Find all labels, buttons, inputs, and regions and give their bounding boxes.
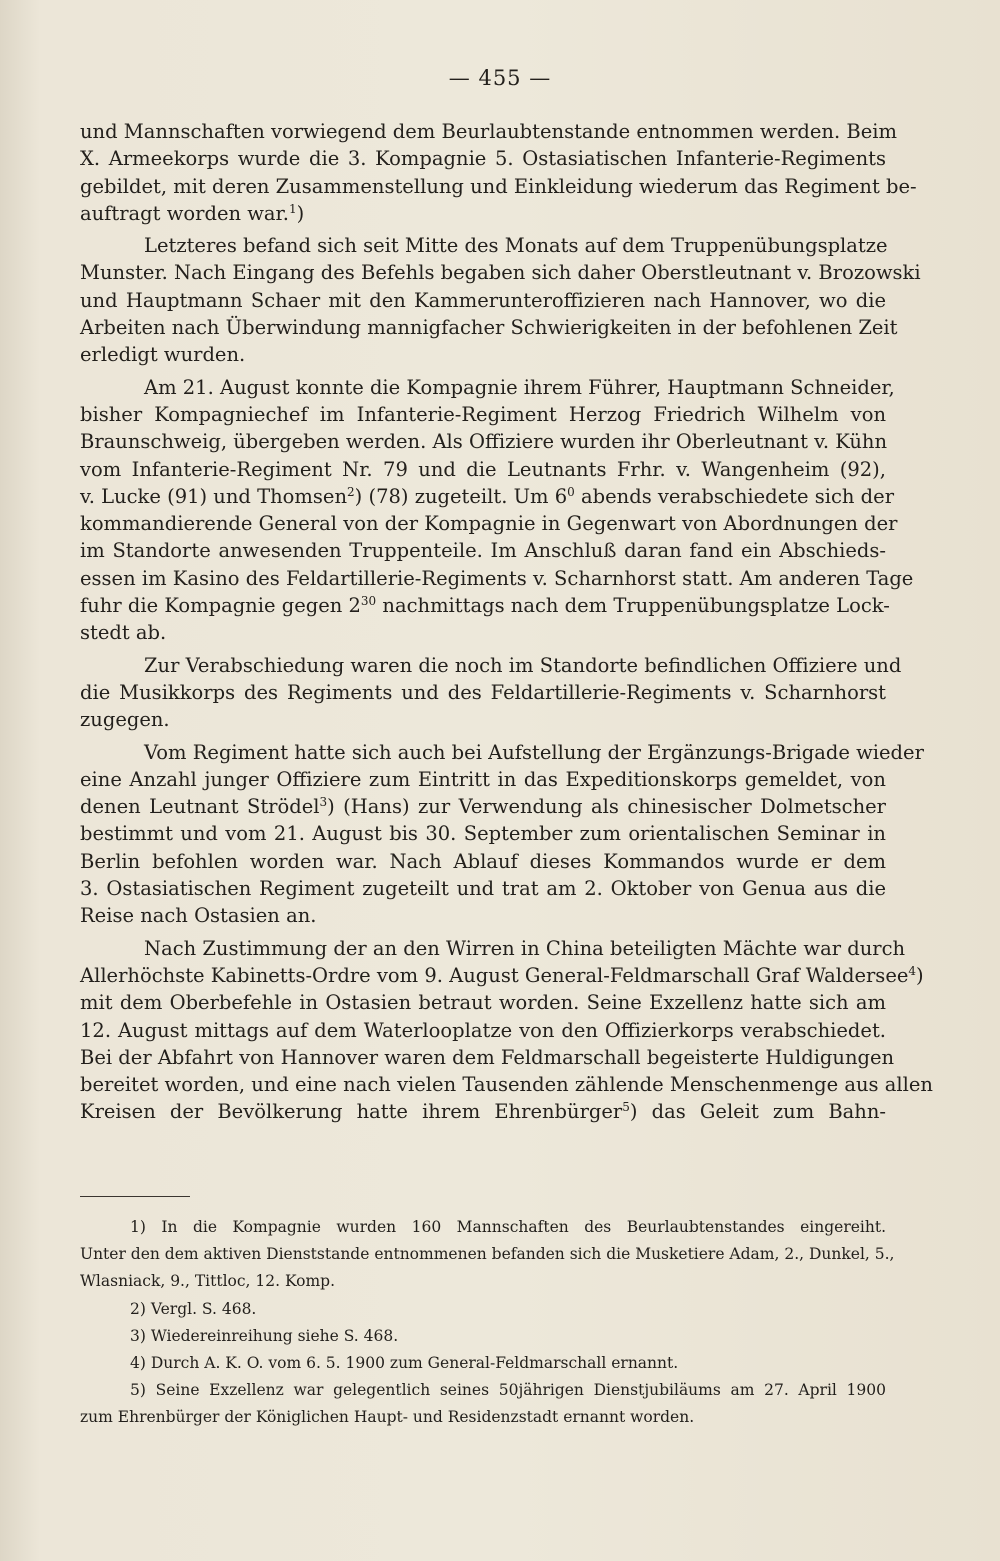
page-number: — 455 — — [448, 66, 552, 90]
footnote-divider — [80, 1196, 190, 1197]
line-text: v. Lucke (91) und Thomsen — [80, 484, 348, 508]
footnote-marker: 3 — [319, 795, 328, 810]
footnote-text: 4) Durch A. K. O. vom 6. 5. 1900 zum General-Feldmarschall ernannt. — [130, 1353, 679, 1372]
footnote-text: Unter den dem aktiven Dienststande entnommenen befanden sich die Musketiere Adam, 2., Dunkel, 5., — [80, 1245, 895, 1264]
line-text: und Hauptmann Schaer mit den Kammerunteroffizieren nach Hannover, wo die — [80, 288, 886, 312]
text-line — [80, 962, 924, 989]
line-text: bestimmt und vom 21. August bis 30. September zum orientalischen Seminar in — [80, 822, 886, 846]
text-line — [80, 374, 895, 401]
text-line — [80, 456, 886, 483]
text-line — [80, 875, 886, 902]
footnote-line — [80, 1323, 886, 1350]
line-text: 12. August mittags auf dem Waterlooplatze von den Offizierkorps verabschiedet. — [80, 1018, 886, 1042]
line-text: Berlin befohlen worden war. Nach Ablauf dieses Kommandos wurde er dem — [80, 849, 886, 873]
text-line — [80, 483, 895, 510]
line-text: Arbeiten nach Überwindung mannigfacher Schwierigkeiten in der befohlenen Zeit — [80, 316, 898, 340]
text-line — [80, 428, 886, 455]
text-line — [80, 118, 897, 145]
text-line — [80, 706, 886, 733]
text-line — [80, 1098, 886, 1125]
footnote-line — [80, 1350, 886, 1377]
line-text: im Standorte anwesenden Truppenteile. Im Anschluß daran fand ein Abschieds- — [80, 539, 886, 563]
text-line — [80, 401, 886, 428]
text-line — [80, 537, 886, 564]
line-text: Reise nach Ostasien an. — [80, 904, 317, 928]
line-text: ) — [916, 963, 924, 987]
text-line — [80, 619, 886, 646]
footnote-text: Wlasniack, 9., Tittloc, 12. Komp. — [80, 1272, 336, 1291]
text-line — [80, 820, 886, 847]
footnotes — [80, 1214, 895, 1432]
line-text: gebildet, mit deren Zusammenstellung und Einkleidung wiederum das Regiment be- — [80, 174, 917, 198]
text-line — [80, 287, 886, 314]
text-line — [80, 259, 921, 286]
footnote-marker: 30 — [360, 594, 377, 609]
line-text: Braunschweig, übergeben werden. Als Offiziere wurden ihr Oberleutnant v. Kühn — [80, 430, 888, 454]
body-text — [80, 118, 933, 1126]
line-text: essen im Kasino des Feldartillerie-Regiments v. Scharnhorst statt. Am anderen Tage — [80, 566, 914, 590]
line-text: erledigt wurden. — [80, 343, 246, 367]
text-line — [80, 173, 917, 200]
footnote-text: zum Ehrenbürger der Königlichen Haupt- und Residenzstadt ernannt worden. — [80, 1408, 695, 1427]
text-line — [80, 314, 898, 341]
line-text: Zur Verabschiedung waren die noch im Standorte befindlichen Offiziere und — [144, 653, 902, 677]
text-line — [80, 766, 886, 793]
line-text: 3. Ostasiatischen Regiment zugeteilt und trat am 2. Oktober von Genua aus die — [80, 877, 886, 901]
line-text: kommandierende General von der Kompagnie in Gegenwart von Abordnungen der — [80, 512, 898, 536]
footnote-marker: 2 — [347, 484, 355, 499]
footnote-marker: 4 — [908, 963, 917, 978]
footnote-line — [80, 1268, 886, 1295]
text-line — [80, 145, 886, 172]
footnote-text: 2) Vergl. S. 468. — [130, 1299, 257, 1318]
text-line — [80, 232, 886, 259]
line-text: stedt ab. — [80, 621, 167, 645]
line-text: die Musikkorps des Regiments und des Feldartillerie-Regiments v. Scharnhorst — [80, 680, 886, 704]
footnote-text: 5) Seine Exzellenz war gelegentlich seines 50jährigen Dienstjubiläums am 27. April 1900 — [130, 1381, 886, 1400]
line-text: bereitet worden, und eine nach vielen Tausenden zählende Menschenmenge aus allen — [80, 1073, 933, 1097]
text-line — [80, 679, 886, 706]
line-text: auftragt worden war. — [80, 201, 289, 225]
text-line — [80, 1044, 895, 1071]
footnote-line — [80, 1296, 886, 1323]
text-line — [80, 793, 886, 820]
text-line — [80, 935, 906, 962]
line-text: bisher Kompagniechef im Infanterie-Regiment Herzog Friedrich Wilhelm von — [80, 402, 886, 426]
footnote-line — [80, 1377, 886, 1404]
line-text: fuhr die Kompagnie gegen 2 — [80, 594, 361, 618]
text-line — [80, 200, 886, 227]
line-text: denen Leutnant Strödel — [80, 795, 320, 819]
line-text: Letzteres befand sich seit Mitte des Monats auf dem Truppenübungsplatze — [144, 234, 888, 258]
line-text: ) (Hans) zur Verwendung als chinesischer Dolmetscher — [327, 795, 886, 819]
text-line — [80, 902, 886, 929]
line-text: ) das Geleit zum Bahn- — [629, 1100, 886, 1124]
text-line — [80, 1071, 933, 1098]
text-line — [80, 1017, 886, 1044]
footnote-line — [80, 1241, 895, 1268]
line-text: zugegen. — [80, 708, 170, 732]
text-line — [80, 652, 902, 679]
line-text: Bei der Abfahrt von Hannover waren dem Feldmarschall begeisterte Huldigungen — [80, 1045, 895, 1069]
footnote-text: 3) Wiedereinreihung siehe S. 468. — [130, 1326, 399, 1345]
text-line — [80, 565, 914, 592]
footnote-marker: 1 — [288, 201, 297, 216]
text-line — [80, 739, 924, 766]
footnote-marker: 5 — [622, 1100, 630, 1115]
line-text: Kreisen der Bevölkerung hatte ihrem Ehrenbürger — [80, 1100, 623, 1124]
line-text: eine Anzahl junger Offiziere zum Eintritt in das Expeditionskorps gemeldet, von — [80, 767, 886, 791]
footnote-line — [80, 1214, 886, 1241]
line-text: mit dem Oberbefehle in Ostasien betraut worden. Seine Exzellenz hatte sich am — [80, 991, 886, 1015]
line-text: Vom Regiment hatte sich auch bei Aufstellung der Ergänzungs-Brigade wieder — [144, 740, 924, 764]
line-text: ) — [296, 201, 305, 225]
footnote-text: 1) In die Kompagnie wurden 160 Mannschaften des Beurlaubtenstandes eingereiht. — [130, 1218, 886, 1236]
line-text: und Mannschaften vorwiegend dem Beurlaubtenstande entnommen werden. Beim — [80, 120, 897, 143]
line-text: Munster. Nach Eingang des Befehls begaben sich daher Oberstleutnant v. Brozowski — [80, 261, 921, 285]
line-text: X. Armeekorps wurde die 3. Kompagnie 5. Ostasiatischen Infanterie-Regiments — [80, 147, 886, 171]
line-text: Allerhöchste Kabinetts-Ordre vom 9. August General-Feldmarschall Graf Waldersee — [80, 963, 909, 987]
line-text: vom Infanterie-Regiment Nr. 79 und die Leutnants Frhr. v. Wangenheim (92), — [80, 457, 886, 481]
line-text: Am 21. August konnte die Kompagnie ihrem Führer, Hauptmann Schneider, — [144, 375, 895, 399]
text-line — [80, 592, 890, 619]
text-line — [80, 510, 898, 537]
text-line — [80, 341, 886, 368]
text-line — [80, 989, 886, 1016]
footnote-line — [80, 1404, 886, 1431]
text-line — [80, 848, 886, 875]
line-text: abends verabschiedete sich der — [574, 484, 895, 508]
line-text: Nach Zustimmung der an den Wirren in China beteiligten Mächte war durch — [144, 936, 906, 960]
line-text: ) (78) zugeteilt. Um 6 — [354, 484, 568, 508]
superscript: 0 — [567, 484, 575, 499]
line-text: nachmittags nach dem Truppenübungsplatze Lock- — [376, 594, 890, 618]
